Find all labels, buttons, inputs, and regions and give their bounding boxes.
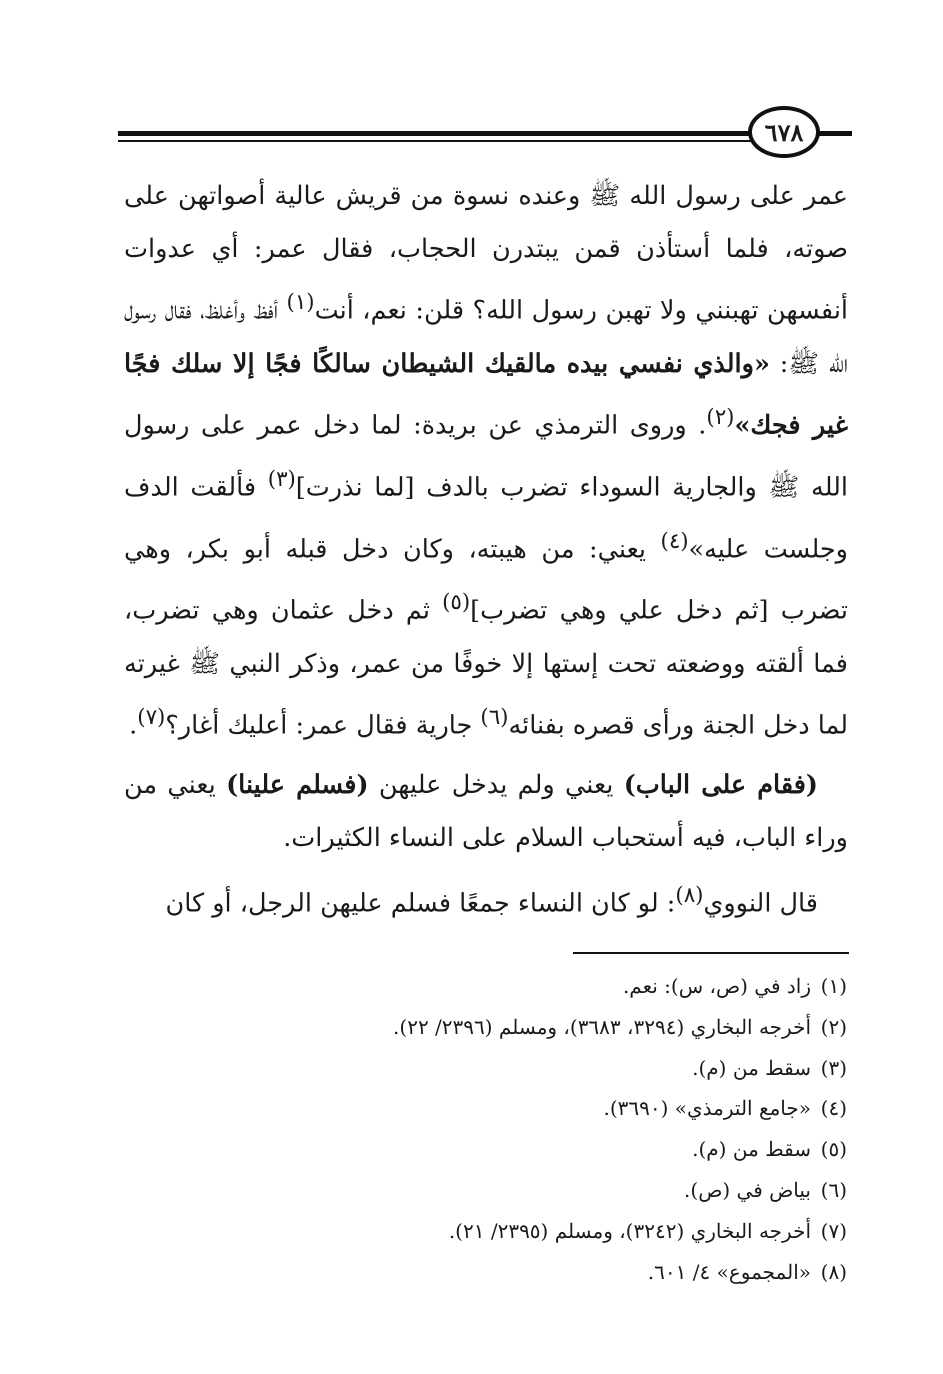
footnote-ref-8[interactable]: (٨) bbox=[675, 883, 704, 909]
footnote-ref-7[interactable]: (٧) bbox=[137, 705, 166, 731]
footnote-number: (٧) bbox=[820, 1218, 847, 1243]
text-run: . bbox=[129, 710, 138, 741]
footnote-item bbox=[147, 1048, 847, 1089]
text-run: أفظ وأغلظ، فقال رسول الله ﷺ: bbox=[124, 295, 848, 380]
footnote-number: (٨) bbox=[820, 1259, 847, 1284]
header-rule-thick bbox=[118, 131, 752, 136]
footnote-ref-3[interactable]: (٣) bbox=[267, 467, 296, 493]
main-text bbox=[124, 170, 848, 931]
text-run: يعني: من هيبته، وكان دخل قبله أبو بكر، وهي تضرب [ثم دخل علي وهي تضرب] bbox=[124, 534, 848, 626]
page-header bbox=[118, 106, 852, 162]
footnote-item bbox=[147, 1211, 847, 1252]
footnote-item bbox=[147, 1170, 847, 1211]
text-run: ثم دخل عثمان وهي تضرب، فما ألقته ووضعته تحت إستها إلا خوفًا من عمر، وذكر النبي ﷺ غيرته لما دخل الجنة ورأى قصره بفنائه bbox=[124, 595, 848, 741]
footnote-item bbox=[147, 1007, 847, 1048]
footnote-item bbox=[147, 1129, 847, 1170]
paragraph-2 bbox=[124, 759, 848, 865]
footnote-ref-1[interactable]: (١) bbox=[286, 290, 315, 316]
quoted-phrase: (فسلم علينا) bbox=[226, 770, 369, 801]
text-run: عمر على رسول الله ﷺ وعنده نسوة من قريش عالية أصواتهن على صوته، فلما أستأذن قمن يبتدرن الحجاب، فقال عمر: أي عدوات أنفسهن تهبنني ولا تهبن رسول الله؟ قلن: نعم، أنت bbox=[124, 181, 848, 326]
footnote-text: «جامع الترمذي» (٣٦٩٠). bbox=[603, 1096, 811, 1121]
footnote-number: (٥) bbox=[820, 1137, 847, 1162]
paragraph-3 bbox=[124, 869, 848, 931]
footnote-ref-6[interactable]: (٦) bbox=[480, 705, 509, 731]
hadith-quote: «والذي نفسي بيده مالقيك الشيطان سالكًا فجًا إلا سلك فجًا غير فجك» bbox=[124, 349, 849, 441]
text-run: قال النووي bbox=[703, 888, 818, 919]
footnote-ref-2[interactable]: (٢) bbox=[706, 405, 735, 431]
footnotes bbox=[147, 966, 847, 1292]
footnote-item bbox=[147, 1252, 847, 1293]
footnote-text: سقط من (م). bbox=[692, 1137, 811, 1162]
header-rule-tail bbox=[818, 131, 852, 136]
page-number: ٦٧٨ bbox=[748, 106, 820, 158]
text-run: فألقت الدف وجلست عليه» bbox=[124, 472, 848, 565]
footnote-ref-4[interactable]: (٤) bbox=[660, 528, 689, 554]
text-run: يعني من وراء الباب، فيه أستحباب السلام على النساء الكثيرات. bbox=[124, 770, 848, 854]
footnote-number: (٣) bbox=[820, 1055, 847, 1080]
footnote-text: زاد في (ص، س): نعم. bbox=[622, 974, 811, 998]
footnote-text: أخرجه البخاري (٣٢٩٤، ٣٦٨٣)، ومسلم (٢٣٩٦/ ٢٢). bbox=[393, 1014, 811, 1039]
text-run: يعني ولم يدخل عليهن bbox=[368, 770, 624, 801]
footnote-text: بياض في (ص). bbox=[684, 1177, 811, 1202]
footnote-number: (٢) bbox=[820, 1014, 847, 1039]
footnote-text: سقط من (م). bbox=[692, 1055, 811, 1080]
footnote-number: (٦) bbox=[820, 1177, 847, 1202]
footnote-separator bbox=[573, 952, 849, 954]
footnote-number: (٤) bbox=[820, 1096, 847, 1121]
paragraph-1 bbox=[124, 170, 848, 753]
text-run: . وروى الترمذي عن بريدة: لما دخل عمر على رسول الله ﷺ والجارية السوداء تضرب بالدف [لما نذرت] bbox=[124, 410, 848, 503]
footnote-text: أخرجه البخاري (٣٢٤٢)، ومسلم (٢٣٩٥/ ٢١). bbox=[448, 1218, 811, 1243]
footnote-item bbox=[147, 966, 847, 1007]
footnote-number: (١) bbox=[820, 974, 847, 998]
text-run: جارية فقال عمر: أعليك أغار؟ bbox=[165, 710, 481, 741]
text-run: : لو كان النساء جمعًا فسلم عليهن الرجل، أو كان bbox=[165, 888, 676, 919]
footnote-text: «المجموع» ٤/ ٦٠١. bbox=[647, 1259, 811, 1284]
footnote-item bbox=[147, 1088, 847, 1129]
quoted-phrase: (فقام على الباب) bbox=[623, 770, 818, 801]
header-rule-thin bbox=[118, 140, 752, 142]
footnote-ref-5[interactable]: (٥) bbox=[442, 590, 471, 616]
